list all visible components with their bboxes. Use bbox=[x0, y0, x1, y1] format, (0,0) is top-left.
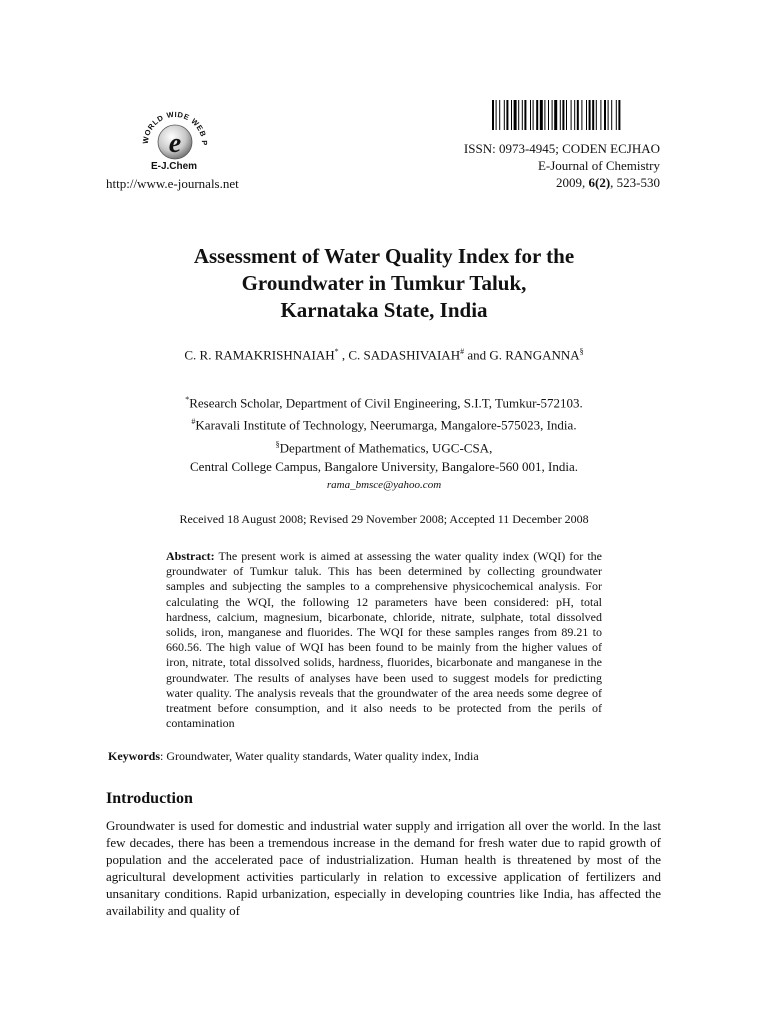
author-sep-2: and bbox=[464, 347, 490, 363]
received-dates: Received 18 August 2008; Revised 29 November 2008; Accepted 11 December 2008 bbox=[179, 512, 589, 526]
citation-issue: (2) bbox=[594, 175, 611, 190]
paper-title bbox=[0, 243, 768, 324]
e-logo-icon bbox=[118, 98, 230, 178]
issn-line: ISSN: 0973-4945; CODEN ECJHAO bbox=[463, 141, 660, 156]
title-line-3: Karnataka State, India bbox=[280, 298, 488, 322]
affiliation-3-mark: § bbox=[275, 439, 280, 449]
journal-url[interactable]: http://www.e-journals.net bbox=[106, 176, 239, 191]
introduction-heading: Introduction bbox=[106, 790, 193, 807]
abstract bbox=[166, 549, 602, 731]
affiliations bbox=[0, 390, 768, 495]
author-2: C. SADASHIVAIAH bbox=[348, 347, 461, 363]
logo-name: E-J.Chem bbox=[150, 161, 198, 172]
author-3: G. RANGANNA bbox=[489, 347, 580, 363]
abstract-label: Abstract: bbox=[166, 549, 215, 563]
barcode-icon bbox=[492, 100, 660, 130]
logo-letter: e bbox=[168, 128, 182, 159]
journal-logo bbox=[118, 98, 230, 178]
keywords-label: Keywords bbox=[108, 749, 160, 763]
logo-ring-text: WORLD WIDE WEB P bbox=[140, 109, 210, 146]
affiliation-2 bbox=[0, 412, 768, 434]
citation-volume: 6 bbox=[588, 175, 595, 190]
affiliation-1 bbox=[0, 390, 768, 412]
author-3-mark: § bbox=[579, 347, 584, 356]
abstract-text: The present work is aimed at assessing the water quality index (WQI) for the groundwater of Tumkur taluk. This has been determined by collecting groundwater samples and subjecting the samples to a comprehensive physicochemical analysis. For calculating the WQI, the following 12 parameters have been considered: pH, total hardness, calcium, magnesium, bicarbonate, chloride, nitrate, sulphate, total dissolved solids, iron, manganese and fluorides. The WQI for these samples ranges from 89.21 to 660.56. The high value of WQI has been found to be mainly from the higher values of iron, nitrate, total dissolved solids, hardness, fluorides, bicarbonate and manganese in the groundwater. The results of analyses have been used to suggest models for predicting water quality. The analysis reveals that the groundwater of the area needs some degree of treatment before consumption, and it also needs to be protected from the perils of contamination bbox=[166, 549, 602, 731]
author-list bbox=[0, 347, 768, 363]
citation-pages: , 523-530 bbox=[610, 175, 660, 190]
citation-year: 2009, bbox=[555, 175, 589, 190]
journal-name: E-Journal of Chemistry bbox=[537, 158, 660, 173]
author-email[interactable]: rama_bmsce@yahoo.com bbox=[326, 478, 442, 491]
affiliation-2-text: Karavali Institute of Technology, Neerumarga, Mangalore-575023, India. bbox=[195, 417, 577, 433]
introduction-paragraph: Groundwater is used for domestic and industrial water supply and irrigation all over the world. In the last few decades, there has been a tremendous increase in the demand for fresh water due to rapid growth of population and the accelerated pace of industrialization. Human health is threatened by most of the agricultural development activities particularly in relation to excessive application of fertilizers and unsanitary conditions. Rapid urbanization, especially in developing countries like India, has affected the availability and quality of bbox=[106, 818, 661, 919]
affiliation-1-mark: * bbox=[185, 395, 190, 404]
title-line-1: Assessment of Water Quality Index for the bbox=[193, 244, 575, 268]
affiliation-1-text: Research Scholar, Department of Civil Engineering, S.I.T, Tumkur-572103. bbox=[189, 395, 583, 411]
author-2-mark: # bbox=[460, 347, 465, 356]
affiliation-3 bbox=[0, 435, 768, 457]
citation-line bbox=[464, 174, 660, 191]
title-line-2: Groundwater in Tumkur Taluk, bbox=[241, 271, 527, 295]
keywords-text: : Groundwater, Water quality standards, Water quality index, India bbox=[160, 749, 479, 763]
affiliation-4-text: Central College Campus, Bangalore University, Bangalore-560 001, India. bbox=[190, 458, 578, 474]
keywords bbox=[108, 749, 479, 764]
affiliation-2-mark: # bbox=[191, 417, 196, 427]
author-1-mark: * bbox=[334, 347, 339, 356]
author-sep-1: , bbox=[338, 347, 349, 363]
journal-info bbox=[464, 140, 660, 191]
author-1: C. R. RAMAKRISHNAIAH bbox=[184, 347, 335, 363]
affiliation-4 bbox=[0, 457, 768, 476]
affiliation-3-text: Department of Mathematics, UGC-CSA, bbox=[279, 439, 493, 455]
